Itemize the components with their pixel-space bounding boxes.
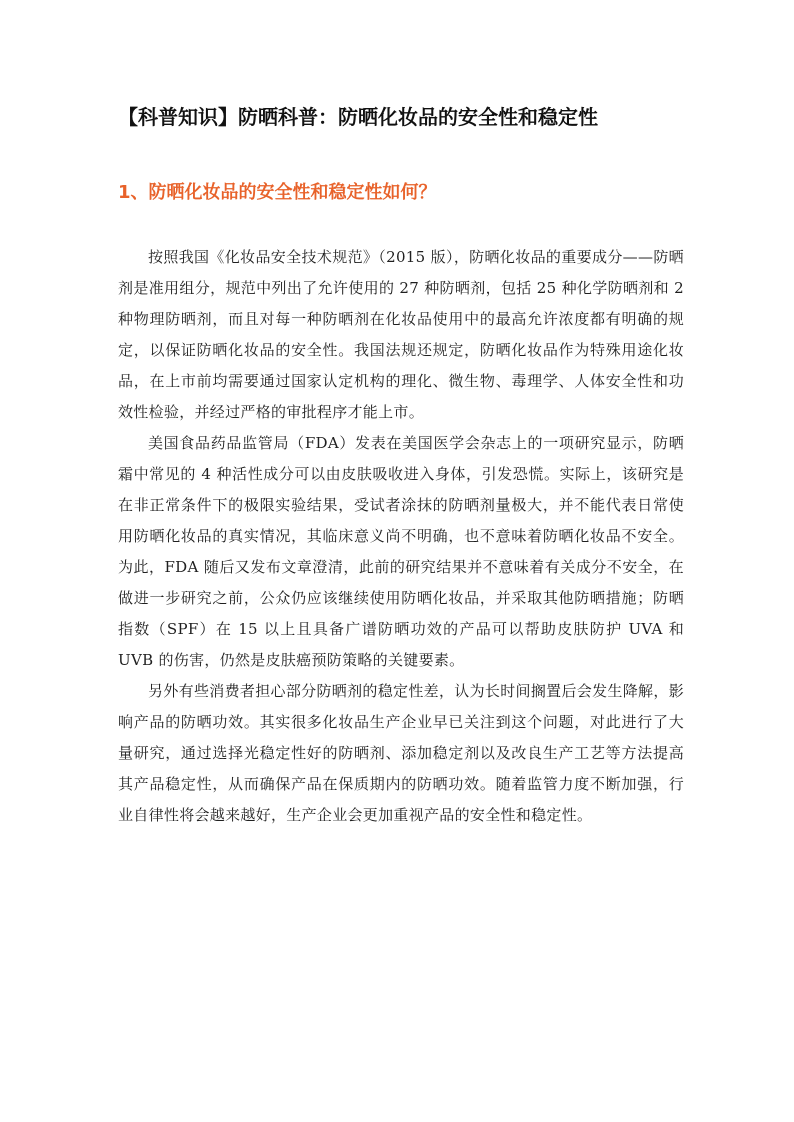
document-title: 【科普知识】防晒科普：防晒化妆品的安全性和稳定性 [118, 105, 598, 129]
paragraph-fda-study: 美国食品药品监管局（FDA）发表在美国医学会杂志上的一项研究显示，防晒霜中常见的 4 种活性成分可以由皮肤吸收进入身体，引发恐慌。实际上，该研究是在非正常条件下的极限实验结果，受试者涂抹的防晒剂量极大，并不能代表日常使用防晒化妆品的真实情况，其临床意义尚不明确，也不意味着防晒化妆品不安全。为此，FDA 随后又发布文章澄清，此前的研究结果并不意味着有关成分不安全，在做进一步研究之前，公众仍应该继续使用防晒化妆品，并采取其他防晒措施；防晒指数（SPF）在 15 以上且具备广谱防晒功效的产品可以帮助皮肤防护 UVA 和 UVB 的伤害，仍然是皮肤癌预防策略的关键要素。 [118, 434, 684, 669]
section-body [118, 242, 684, 831]
paragraph-regulations: 按照我国《化妆品安全技术规范》（2015 版），防晒化妆品的重要成分——防晒剂是准用组分，规范中列出了允许使用的 27 种防晒剂，包括 25 种化学防晒剂和 2 种物理防晒剂，而且对每一种防晒剂在化妆品使用中的最高允许浓度都有明确的规定，以保证防晒化妆品的安全性。我国法规还规定，防晒化妆品作为特殊用途化妆品，在上市前均需要通过国家认定机构的理化、微生物、毒理学、人体安全性和功效性检验，并经过严格的审批程序才能上市。 [118, 248, 684, 421]
section-heading: 1、防晒化妆品的安全性和稳定性如何？ [118, 182, 437, 203]
paragraph-stability: 另外有些消费者担心部分防晒剂的稳定性差，认为长时间搁置后会发生降解，影响产品的防晒功效。其实很多化妆品生产企业早已关注到这个问题，对此进行了大量研究，通过选择光稳定性好的防晒剂、添加稳定剂以及改良生产工艺等方法提高其产品稳定性，从而确保产品在保质期内的防晒功效。随着监管力度不断加强，行业自律性将会越来越好，生产企业会更加重视产品的安全性和稳定性。 [118, 682, 684, 824]
